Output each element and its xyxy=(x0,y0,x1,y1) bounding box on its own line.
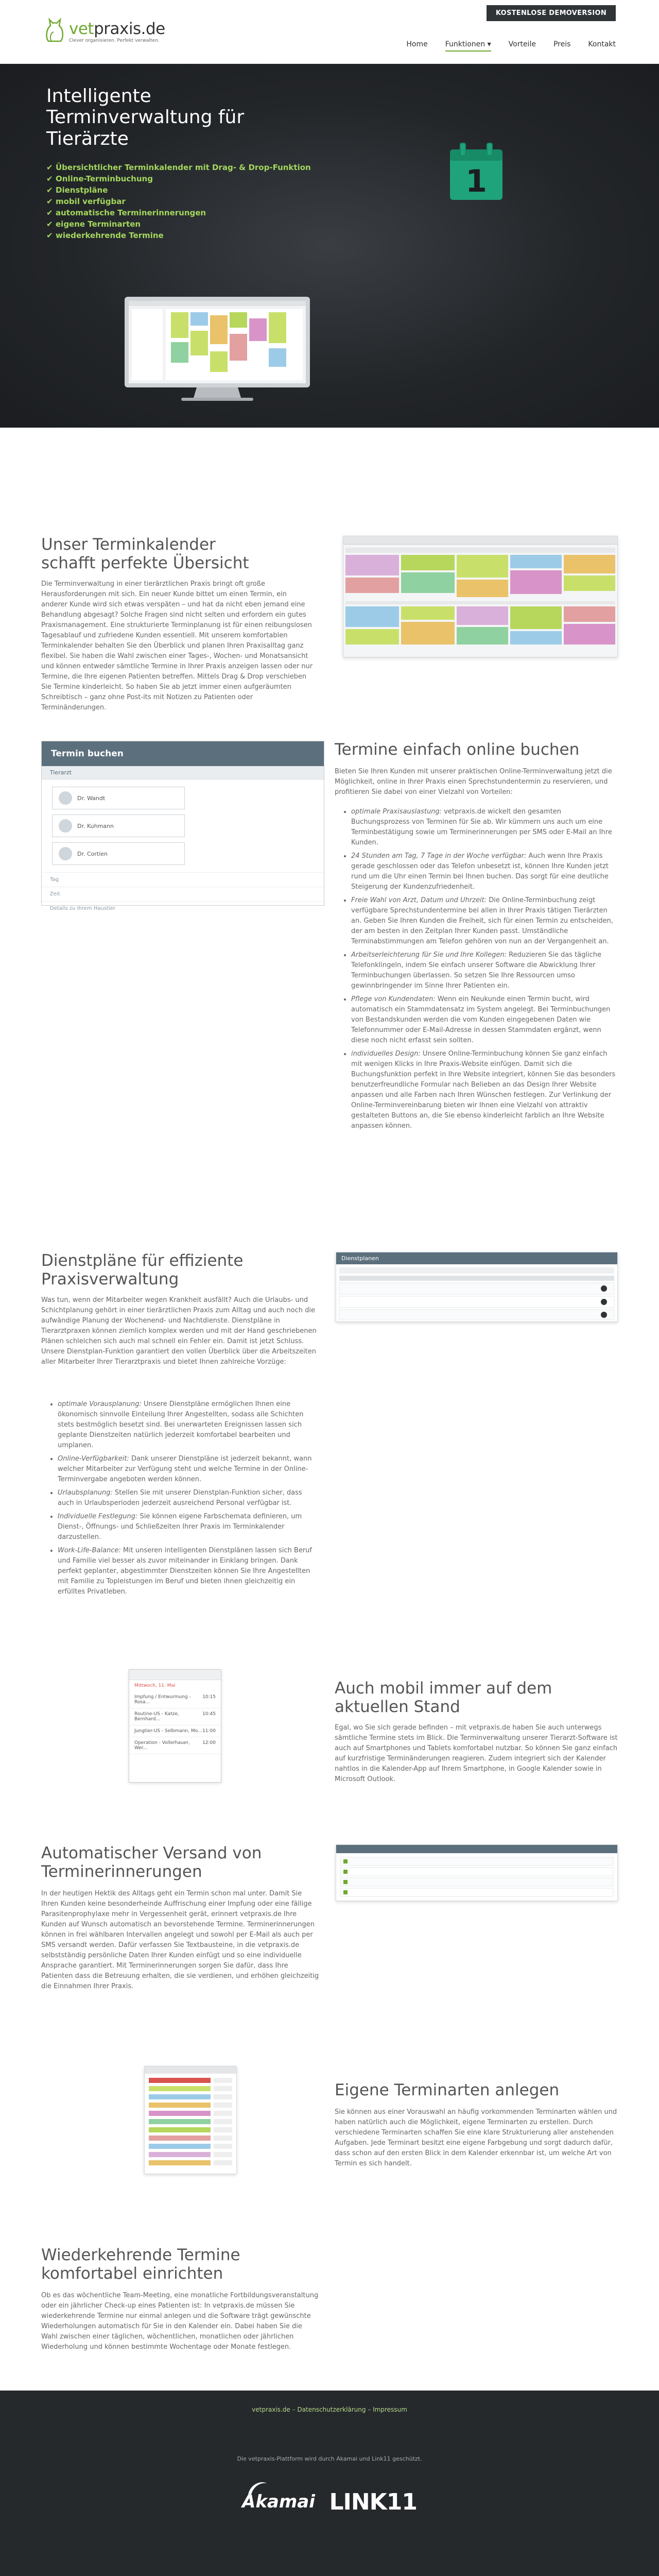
check-icon: ✔ xyxy=(46,219,53,229)
dienst-text: Was tun, wenn der Mitarbeiter wegen Krankheit ausfällt? Auch die Urlaubs- und Schichtplanung gehört in einer tierärztlichen Praxis zum Alltag und auch noch die aufwändige Planung der Wochenend- und Nachtdienste. Dienstpläne in Tierarztpraxen können ziemlich komplex werden und mit der Hand geschriebenen Plänen schleichen sich auch mal schnell ein Fehler ein. Damit ist jetzt Schluss. Unsere Dienstplan-Funktion garantiert den vollen Überblick über die Arbeitszeiten aller Mitarbeiter Ihrer Tierarztpraxis und bietet Ihnen zahlreiche Vorzüge: xyxy=(41,1296,317,1366)
mobil-text: Egal, wo Sie sich gerade befinden – mit vetpraxis.de haben Sie auch unterwegs sämtliche Termine stets im Blick. Die Terminverwaltung unserer Tierarzt-Software ist auch auf Smartphones und Tablets komfortabel nutzbar. So können Sie ganz einfach auf kurzfristige Terminänderungen reagieren. Zudem integriert sich der Kalender nahtlos in die Kalender-App auf Ihrem Smartphone, in Google Kalender sowie in Microsoft Outlook. xyxy=(335,1724,618,1783)
avatar xyxy=(59,819,72,833)
section-kalender xyxy=(0,535,659,711)
footer-links: vetpraxis.de – Datenschutzerklärung – Impressum xyxy=(252,2406,407,2413)
phone-appointment[interactable]: Operation - Vollerhauer, Wer... 12:00 xyxy=(129,1737,221,1754)
benefit-item: • Work-Life-Balance: Mit unseren intelligenten Dienstplänen lassen sich Beruf und Familie viel besser als zuvor miteinander in Einklang bringen. Dank perfekt geplanter, abgestimmter Dienstzeiten können Sie Ihre Angestellten mit Familie zu Topleistungen im Beruf und bieten ihnen gleichzeitig ein erfülltes Privatleben. xyxy=(58,1546,319,1597)
arten-text: Sie können aus einer Vorauswahl an häufig vorkommenden Terminarten wählen und haben natürlich auch die Möglichkeit, eigene Terminarten zu erstellen. Durch verschiedene Terminarten schaffen Sie eine klare Strukturierung aller anstehenden Aufgaben. Jede Terminart besitzt eine eigene Farbgebung und sorgt dadurch dafür, dass schon auf den ersten Blick in dem Kalender erkennbar ist, um welche Art von Termin es sich handelt. xyxy=(335,2108,617,2167)
calendar-icon xyxy=(448,141,505,202)
phone-date: Mittwoch, 11. Mai xyxy=(134,1683,176,1688)
site-footer xyxy=(0,2391,659,2576)
akamai-logo: Akamai xyxy=(242,2492,315,2512)
section-mobil xyxy=(0,1669,659,1788)
footer-link-datenschutz[interactable]: Datenschutzerklärung xyxy=(297,2406,366,2413)
benefit-item: • Individuelle Festlegung: Sie können eigene Farbschemata definieren, um Dienst-, Öffnungs- und Schließzeiten Ihrer Praxis im Terminkalender darzustellen. xyxy=(58,1512,319,1543)
wieder-title: Wiederkehrende Termine komfortabel einrichten xyxy=(41,2246,240,2283)
calendar-number: 1 xyxy=(465,163,487,199)
check-icon: ✔ xyxy=(46,197,53,206)
section-wiederkehrend xyxy=(0,2246,659,2370)
dienstplan-screenshot-title: Dienstplanen xyxy=(336,1252,617,1264)
booking-widget xyxy=(41,741,324,911)
vet-option-card[interactable]: Dr. Cortien xyxy=(52,842,185,865)
free-demo-button[interactable]: KOSTENLOSE DEMOVERSION xyxy=(487,5,616,21)
hero-feature: ✔ Online-Terminbuchung xyxy=(46,174,153,183)
hero-feature: ✔ mobil verfügbar xyxy=(46,197,126,206)
section-online xyxy=(0,741,659,1132)
vet-option-card[interactable]: Dr. Kuhmann xyxy=(52,815,185,837)
hero-feature: ✔ Übersichtlicher Terminkalender mit Drag- & Drop-Funktion xyxy=(46,163,311,172)
erinnerung-text: In der heutigen Hektik des Alltags geht ein Termin schon mal unter. Damit Sie Ihren Kunden keine besonderheinde Auffrischung einer Impfung oder eine fällige Parasitenprophylaxe mehr in Vergessenheit gerät, erinnert vetpraxis.de Ihre Kunden auf Wunsch automatisch an bevorstehende Termine. Terminerinnerungen können in frei wählbaren Intervallen angelegt und sowohl per E-Mail als auch per SMS versandt werden. Dafür verfassen Sie Textbausteine, in die vetpraxis.de selbstständig persönliche Daten Ihrer Kunden einfügt und so eine individuelle Ansprache garantiert. Mit Terminerinnerungen sorgen Sie dafür, dass Ihre Patienten dass die Betreuung erhalten, die sie verdienen, und erhöhen gleichzeitig die Einnahmen Ihrer Praxis. xyxy=(41,1890,319,1990)
logo-suffix: praxis.de xyxy=(94,20,165,38)
check-icon: ✔ xyxy=(46,174,53,183)
dienst-benefit-list xyxy=(46,1399,319,1600)
booking-step-row[interactable]: Tag xyxy=(42,872,324,887)
nav-kontakt[interactable]: Kontakt xyxy=(588,40,616,48)
booking-widget-subheader: Tierarzt xyxy=(42,766,324,779)
section-dienstplan xyxy=(0,1252,659,1613)
reminder-screenshot xyxy=(336,1844,618,1901)
wieder-text: Ob es das wöchentliche Team-Meeting, eine monatliche Fortbildungsveranstaltung oder ein jährlicher Check-up eines Patienten ist: In vetpraxis.de müssen Sie wiederkehrende Termine nur einmal anlegen und die Software trägt gewünschte Wiederholungen automatisch für Sie in den Kalender ein. Dabei haben Sie die Wahl zwischen einer täglichen, wöchentlichen, monatlichen oder jährlichen Wiederholung und können bestimmte Wochentage oder Monate festlegen. xyxy=(41,2292,319,2351)
footer-link-home[interactable]: vetpraxis.de xyxy=(252,2406,290,2413)
hero-feature: ✔ wiederkehrende Termine xyxy=(46,231,164,240)
avatar xyxy=(59,791,72,805)
benefit-item: • optimale Vorausplanung: Unsere Dienstpläne ermöglichen Ihnen eine ökonomisch sinnvolle Einteilung Ihrer Angestellten, sodass alle Schichten stets bestmöglich besetzt sind. Bei unerwarteten Ereignissen lassen sich geplante Dienstzeiten natürlich jederzeit komfortabel bearbeiten und umplanen. xyxy=(58,1399,319,1451)
online-intro: Bieten Sie Ihren Kunden mit unserer praktischen Online-Terminverwaltung jetzt die Möglichkeit, online in Ihrer Praxis einen Sprechstundentermin zu reservieren, und profitieren Sie dabei von einer Vielzahl von Vorteilen: xyxy=(335,768,612,796)
phone-appointment[interactable]: Jungtier-US - Selbmann, Mo... 11:00 xyxy=(129,1725,221,1737)
booking-widget-header: Termin buchen xyxy=(42,741,324,766)
nav-vorteile[interactable]: Vorteile xyxy=(508,40,536,48)
hero-title: Intelligente Terminverwaltung für Tierärzte xyxy=(46,86,245,149)
akamai-swoosh-icon xyxy=(247,2480,268,2496)
kalender-text: Die Terminverwaltung in einer tierärztlichen Praxis bringt oft große Herausforderungen mit sich. Ein neuer Kunde bittet um einen Termin, ein anderer Kunde wird sich etwas verspäten – und hat da nicht eben jemand eine Behandlung abgesagt? Solche Fragen sind nicht selten und erfordern ein gutes Praxismanagement. Eine strukturierte Terminplanung ist für einen reibungslosen Tagesablauf und zufriedene Kunden essentiell. Mit unserem komfortablen Terminkalender behalten Sie den Überblick und planen Ihren Praxisalltag ganz flexibel. Sie haben die Wahl zwischen einer Tages-, Wochen- und Monatsansicht und können entweder sämtliche Termine in Ihrer Praxis anzeigen lassen oder nur Termine, die Ihre eigenen Patienten betreffen. Mittels Drag & Drop verschieben Sie Termine kinderleicht. So haben Sie ab jetzt immer einen aufgeräumten Schreibtisch – ganz ohne Post-its mit Notizen zu Patienten oder Terminänderungen. xyxy=(41,580,313,711)
dienstplan-screenshot xyxy=(336,1252,618,1322)
main-nav xyxy=(389,38,616,52)
cat-logo-icon xyxy=(43,16,66,43)
mobil-title: Auch mobil immer auf dem aktuellen Stand xyxy=(335,1679,552,1716)
smartphone-mockup xyxy=(129,1669,221,1783)
hero xyxy=(0,64,659,428)
footer-link-impressum[interactable]: Impressum xyxy=(373,2406,407,2413)
logo-tagline: Clever organisieren. Perfekt verwalten. xyxy=(69,38,160,43)
benefit-item: • optimale Praxisauslastung: vetpraxis.de wickelt den gesamten Buchungsprozess von Terminen für Sie ab. Wir kümmern uns auch um eine Terminbestätigung sowie um Terminerinnerungen per SMS oder E-Mail an Ihre Kunden. xyxy=(351,807,618,848)
benefit-item: • Arbeitserleichterung für Sie und Ihre Kollegen: Reduzieren Sie das tägliche Telefonklingeln, indem Sie einfach unserer Software die Abwicklung Ihrer Terminbuchungen überlassen. So setzen Sie Ihre Ressourcen umso gewinnbringender im Sinne Ihrer Patienten ein. xyxy=(351,950,618,991)
benefit-item: • Freie Wahl von Arzt, Datum und Uhrzeit: Die Online-Terminbuchung zeigt verfügbare Sprechstundentermine bei allen in Ihrer Praxis tätigen Tierärzten an. Geben Sie Ihren Kunden die Freiheit, sich für einen Termin zu entscheiden, der am besten in den Zeitplan Ihrer Kunden passt. Umständliche Terminabstimmungen am Telefon gehören von nun an der Vergangenheit an. xyxy=(351,895,618,947)
booking-step-row[interactable]: Details zu Ihrem Haustier xyxy=(42,901,324,916)
calendar-screenshot xyxy=(343,536,618,657)
online-benefit-list xyxy=(340,807,618,1134)
hero-feature-list xyxy=(46,162,311,241)
desktop-monitor-image xyxy=(119,295,315,403)
check-icon: ✔ xyxy=(46,163,53,172)
benefit-item: • individuelles Design: Unsere Online-Terminbuchung können Sie ganz einfach mit wenigen Klicks in Ihre Praxis-Website einfügen. Damit sich die Buchungsfunktion perfekt in Ihre Website integriert, können Sie das besonders benutzerfreundliche Formular nach Belieben an das Design Ihrer Website anpassen und alle Farben nach Ihren Wünschen festlegen. Zur Verlinkung der Online-Terminvereinbarung bieten wir Ihnen eine Vielzahl von attraktiv gestalteten Buttons an, die Sie ebenso kinderleicht farblich an Ihre Website anpassen können. xyxy=(351,1049,618,1131)
link11-logo: LINK11 xyxy=(329,2488,417,2515)
footer-protection-note: Die vetpraxis-Plattform wird durch Akamai und Link11 geschützt. xyxy=(237,2455,422,2462)
hero-feature: ✔ eigene Terminarten xyxy=(46,219,141,229)
erinnerung-title: Automatischer Versand von Terminerinnerungen xyxy=(41,1844,262,1881)
benefit-item: • Urlaubsplanung: Stellen Sie mit unserer Dienstplan-Funktion sicher, dass auch in Urlaubsperioden jederzeit ausreichend Personal verfügbar ist. xyxy=(58,1488,319,1509)
section-erinnerung xyxy=(0,1844,659,2004)
benefit-item: • Online-Verfügbarkeit: Dank unserer Dienstpläne ist jederzeit bekannt, wann welcher Mitarbeiter zur Verfügung steht und welche Termine in der Online-Terminvergabe angeboten werden können. xyxy=(58,1454,319,1485)
dienst-title: Dienstpläne für effiziente Praxisverwaltung xyxy=(41,1251,244,1289)
nav-preis[interactable]: Preis xyxy=(553,40,571,48)
section-terminarten xyxy=(0,2066,659,2184)
arten-title: Eigene Terminarten anlegen xyxy=(335,2081,560,2099)
phone-appointment[interactable]: Impfung / Entwurmung - Rosa... 10:15 xyxy=(129,1691,221,1708)
appointment-types-screenshot xyxy=(144,2066,237,2174)
vet-option-card[interactable]: Dr. Wandt xyxy=(52,787,185,809)
booking-step-row[interactable]: Zeit xyxy=(42,887,324,901)
kalender-title: Unser Terminkalender schafft perfekte Übersicht xyxy=(41,535,249,572)
check-icon: ✔ xyxy=(46,208,53,217)
benefit-item: • Pflege von Kundendaten: Wenn ein Neukunde einen Termin bucht, wird automatisch ein Stammdatensatz im System angelegt. Bei Terminbuchungen von Bestandskunden werden die vom Kunden eingegebenen Daten wie Telefonnummer oder E-Mail-Adresse in dessen Stammdaten ergänzt, wenn diese noch nicht erfasst sein sollten. xyxy=(351,994,618,1046)
online-title: Termine einfach online buchen xyxy=(335,740,580,759)
partner-logos xyxy=(242,2481,417,2522)
logo[interactable] xyxy=(43,16,165,43)
check-icon: ✔ xyxy=(46,185,53,195)
site-header xyxy=(0,0,659,64)
avatar xyxy=(59,847,72,860)
hero-feature: ✔ automatische Terminerinnerungen xyxy=(46,208,206,217)
check-icon: ✔ xyxy=(46,231,53,240)
phone-appointment[interactable]: Routine-US - Katze, Bernhard... 10:45 xyxy=(129,1708,221,1725)
nav-funktionen[interactable]: Funktionen ▾ xyxy=(445,38,491,52)
hero-feature: ✔ Dienstpläne xyxy=(46,185,108,195)
logo-prefix: vet xyxy=(69,20,94,38)
benefit-item: • 24 Stunden am Tag, 7 Tage in der Woche verfügbar: Auch wenn Ihre Praxis gerade geschlossen oder das Telefon unbesetzt ist, können Ihre Kunden jetzt rund um die Uhr einen Termin bei Ihnen buchen. Das sorgt für eine deutliche Steigerung der Kundenzufriedenheit. xyxy=(351,851,618,892)
nav-home[interactable]: Home xyxy=(406,40,428,48)
